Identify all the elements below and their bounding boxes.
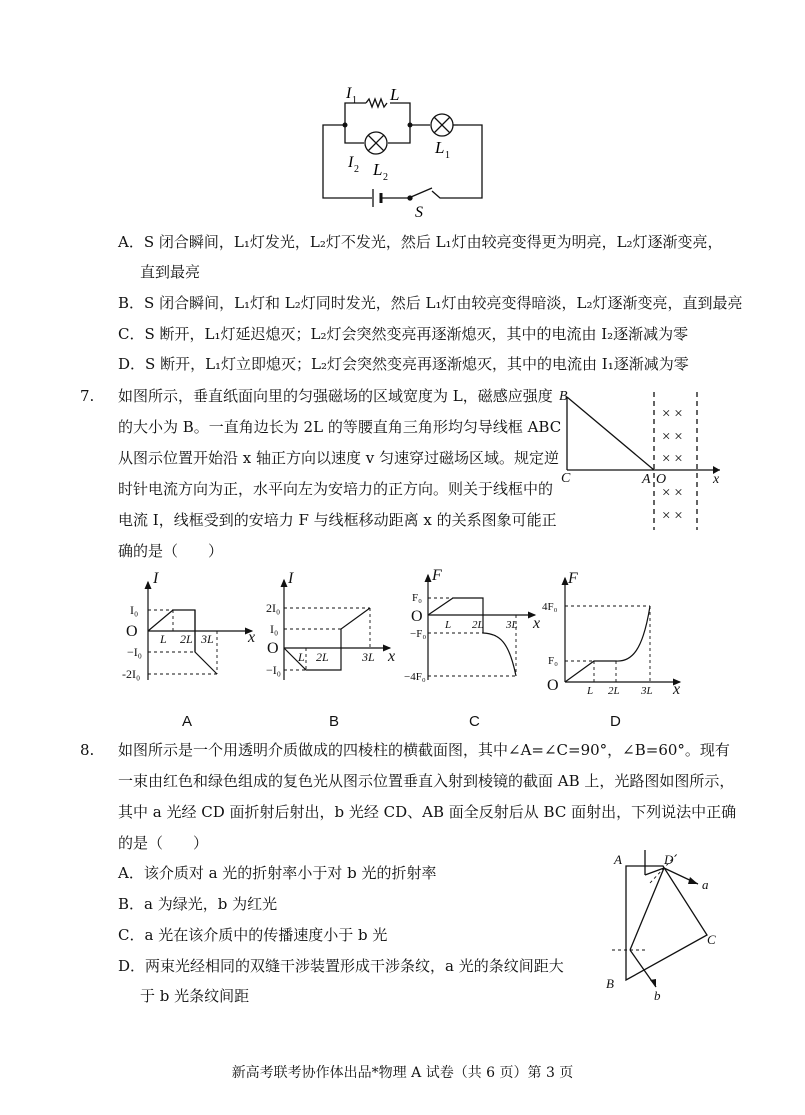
field-mark-row2: × ×: [662, 429, 683, 445]
graph-d-letter: D: [610, 713, 621, 730]
q8-option-c: C．a 光在该介质中的传播速度小于 b 光: [118, 926, 388, 944]
field-mark-row5: × ×: [662, 508, 683, 524]
graph-c-letter: C: [469, 713, 480, 730]
graph-a-tick-3L: 3L: [201, 632, 214, 646]
graph-b-ylabel: I: [288, 570, 294, 587]
graph-a-y1: I₀: [130, 603, 139, 617]
graph-b-xlabel: x: [388, 648, 396, 665]
graph-c-tick-3L: 3L: [506, 619, 518, 631]
field-mark-row3: × ×: [662, 451, 683, 467]
graph-a-letter: A: [182, 713, 193, 730]
graph-c-tick-L: L: [445, 619, 452, 631]
prism-label-D: D: [664, 852, 674, 867]
fig-label-x: x: [713, 472, 720, 487]
q7-line-5: 电流 I，线框受到的安培力 F 与线框移动距离 x 的关系图象可能正: [118, 511, 557, 529]
label-L1: L: [435, 138, 445, 157]
graph-b-origin: O: [267, 640, 279, 657]
graph-c-y3: −4F₀: [404, 671, 426, 683]
q8-line-4: 的是（ ）: [118, 834, 209, 852]
graph-d-tick-3L: 3L: [641, 685, 653, 697]
label-L2: L: [373, 160, 383, 179]
label-I2: I: [348, 154, 354, 171]
q7-line-2: 的大小为 B。一直角边长为 2L 的等腰直角三角形均匀导线框 ABC: [118, 418, 562, 436]
q8-number: 8.: [80, 741, 95, 759]
graph-a-tick-2L: 2L: [180, 632, 193, 646]
prism-label-b: b: [654, 988, 661, 1003]
graph-c-tick-2L: 2L: [472, 619, 484, 631]
q8-option-d: D．两束光经相同的双缝干涉装置形成干涉条纹，a 光的条纹间距大: [118, 957, 564, 975]
q6-option-a-cont: 直到最亮: [140, 263, 201, 281]
q7-number: 7.: [80, 387, 95, 405]
q8-line-3: 其中 a 光经 CD 面折射后射出，b 光经 CD、AB 面全反射后从 BC 面射出，下列说法中正确: [118, 803, 737, 821]
label-L1-sub: 1: [445, 150, 450, 161]
graph-c-y2: −F₀: [410, 628, 427, 640]
q6-option-c: C．S 断开，L₁灯延迟熄灭；L₂灯会突然变亮再逐渐熄灭，其中的电流由 I₂逐渐减为零: [118, 325, 689, 343]
graph-d-xlabel: x: [673, 681, 681, 698]
graph-d-tick-2L: 2L: [608, 685, 620, 697]
q7-line-3: 从图示位置开始沿 x 轴正方向以速度 v 匀速穿过磁场区域。规定逆: [118, 449, 560, 467]
graph-a-y3: -2I₀: [122, 667, 141, 681]
q8-option-a: A．该介质对 a 光的折射率小于对 b 光的折射率: [118, 864, 437, 882]
graph-b-tick-3L: 3L: [362, 650, 375, 664]
graph-d-tick-L: L: [587, 685, 594, 697]
q8-line-2: 一束由红色和绿色组成的复色光从图示位置垂直入射到棱镜的截面 AB 上，光路图如图所示，: [118, 772, 735, 790]
graph-c-origin: O: [411, 608, 423, 625]
graph-d-y1: 4F₀: [542, 601, 558, 613]
graph-d-y2: F₀: [548, 655, 558, 667]
graph-a-origin: O: [126, 623, 138, 640]
graph-a-y2: −I₀: [127, 645, 142, 659]
label-inductor: L: [390, 85, 400, 104]
graph-b-tick-2L: 2L: [316, 650, 329, 664]
graph-d-origin: O: [547, 677, 559, 694]
prism-label-A: A: [614, 852, 622, 867]
q6-option-a: A．S 闭合瞬间，L₁灯发光，L₂灯不发光，然后 L₁灯由较亮变得更为明亮，L₂灯逐渐变亮，: [118, 233, 723, 251]
label-I2-sub: 2: [354, 164, 359, 175]
page-footer: 新高考联考协作体出品*物理 A 试卷（共 6 页）第 3 页: [231, 1065, 574, 1081]
q6-option-b: B．S 闭合瞬间，L₁灯和 L₂灯同时发光，然后 L₁灯由较亮变得暗淡，L₂灯逐渐变亮，直到最亮: [118, 294, 743, 312]
graph-b-y1: 2I₀: [266, 601, 281, 615]
label-L2-sub: 2: [383, 172, 388, 183]
fig-label-B: B: [559, 389, 568, 404]
field-mark-row4: × ×: [662, 485, 683, 501]
q7-line-1: 如图所示，垂直纸面向里的匀强磁场的区域宽度为 L，磁感应强度: [118, 387, 553, 405]
graph-b-y2: I₀: [270, 622, 279, 636]
prism-label-B: B: [606, 976, 614, 991]
graph-b-tick-L: L: [298, 650, 305, 664]
graph-d-ylabel: F: [568, 570, 578, 587]
field-mark-row1: × ×: [662, 406, 683, 422]
label-I1: I: [346, 85, 352, 102]
graph-a-tick-L: L: [160, 632, 167, 646]
graph-c-y1: F₀: [412, 592, 422, 604]
label-switch: S: [415, 204, 423, 221]
graph-c-ylabel: F: [432, 567, 442, 584]
q7-line-6: 确的是（ ）: [118, 542, 224, 560]
graph-a-ylabel: I: [153, 570, 159, 587]
q8-option-b: B．a 为绿光，b 为红光: [118, 895, 278, 913]
graph-b-y3: −I₀: [266, 663, 281, 677]
prism-label-C: C: [707, 932, 716, 947]
q8-line-1: 如图所示是一个用透明介质做成的四棱柱的横截面图，其中∠A=∠C=90°，∠B=60°。现有: [118, 741, 730, 759]
graph-b-letter: B: [329, 713, 340, 730]
prism-label-a: a: [702, 877, 709, 892]
fig-label-A: A: [642, 472, 651, 487]
q8-option-d-cont: 于 b 光条纹间距: [140, 987, 250, 1005]
fig-label-C: C: [561, 471, 571, 486]
q7-line-4: 时针电流方向为正，水平向左为安培力的正方向。则关于线框中的: [118, 480, 554, 498]
fig-label-O: O: [656, 472, 667, 487]
graph-a-xlabel: x: [248, 629, 256, 646]
graph-c-xlabel: x: [533, 615, 541, 632]
label-I1-sub: 1: [352, 95, 357, 106]
q6-option-d: D．S 断开，L₁灯立即熄灭；L₂灯会突然变亮再逐渐熄灭，其中的电流由 I₁逐渐减为零: [118, 355, 689, 373]
